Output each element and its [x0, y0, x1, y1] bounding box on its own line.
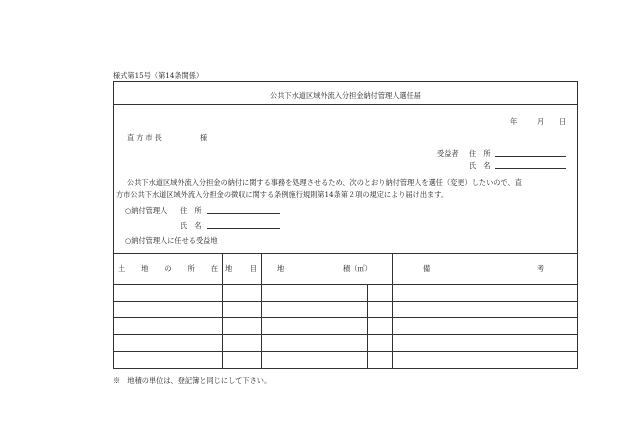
applicant-address-label: 住 所 — [469, 149, 491, 158]
table-column-line — [261, 253, 262, 368]
header-location-char: の — [164, 264, 172, 273]
date-month: 月 — [537, 117, 545, 126]
table-header-bottom — [114, 284, 577, 285]
manager-name-label: 氏 名 — [180, 221, 202, 230]
header-land-category-char: 地 — [225, 264, 233, 273]
table-row-line — [114, 301, 577, 302]
applicant-name-label: 氏 名 — [469, 161, 491, 170]
header-remarks-char-2: 考 — [537, 264, 545, 273]
header-land-category-char: 目 — [249, 264, 257, 273]
header-location-char: 所 — [187, 264, 195, 273]
addressee-honorific: 様 — [200, 133, 208, 142]
footnote: ※ 地積の単位は、登記簿と同じにして下さい。 — [113, 376, 272, 385]
applicant-address-field[interactable] — [495, 156, 566, 157]
header-land-category — [225, 264, 257, 273]
header-location-char: 在 — [210, 264, 218, 273]
manager-address-label: 住 所 — [180, 206, 202, 215]
body-text-line-2: 方市公共下水道区域外流入分担金の徴収に関する条例施行規則第14条第２項の規定により届け出ます。 — [116, 190, 449, 199]
date-day: 日 — [559, 117, 567, 126]
applicant-role: 受益者 — [437, 149, 459, 158]
header-area-char-1: 地 — [277, 264, 285, 273]
applicant-name-field[interactable] — [495, 168, 566, 169]
header-location-char: 地 — [141, 264, 149, 273]
table-row-line — [114, 317, 577, 318]
header-remarks-char-1: 備 — [423, 264, 431, 273]
land-heading: ○納付管理人に任せる受益地 — [125, 236, 218, 245]
header-location-char: 土 — [118, 264, 126, 273]
table-column-line — [367, 284, 368, 368]
header-area-char-2: 積（㎡） — [343, 264, 372, 273]
table-row-line — [114, 334, 577, 335]
form-number-label: 様式第15号（第14条関係） — [113, 71, 204, 80]
addressee-name: 直方市長 — [127, 133, 164, 142]
manager-address-field[interactable] — [207, 213, 280, 214]
table-column-line — [222, 253, 223, 368]
table-row-line — [114, 351, 577, 352]
date-year: 年 — [510, 117, 518, 126]
table-column-line — [392, 253, 393, 368]
form-title: 公共下水道区域外流入分担金納付管理人選任届 — [270, 91, 421, 100]
body-text-line-1: 公共下水道区域外流入分担金の納付に関する事務を処理させるため、次のとおり納付管理人を選任（変更）したいので、直 — [127, 178, 522, 187]
table-header-top — [114, 253, 577, 254]
title-divider — [114, 104, 577, 105]
header-location — [118, 264, 218, 273]
manager-name-field[interactable] — [207, 228, 280, 229]
manager-heading: ○納付管理人 — [125, 206, 168, 215]
